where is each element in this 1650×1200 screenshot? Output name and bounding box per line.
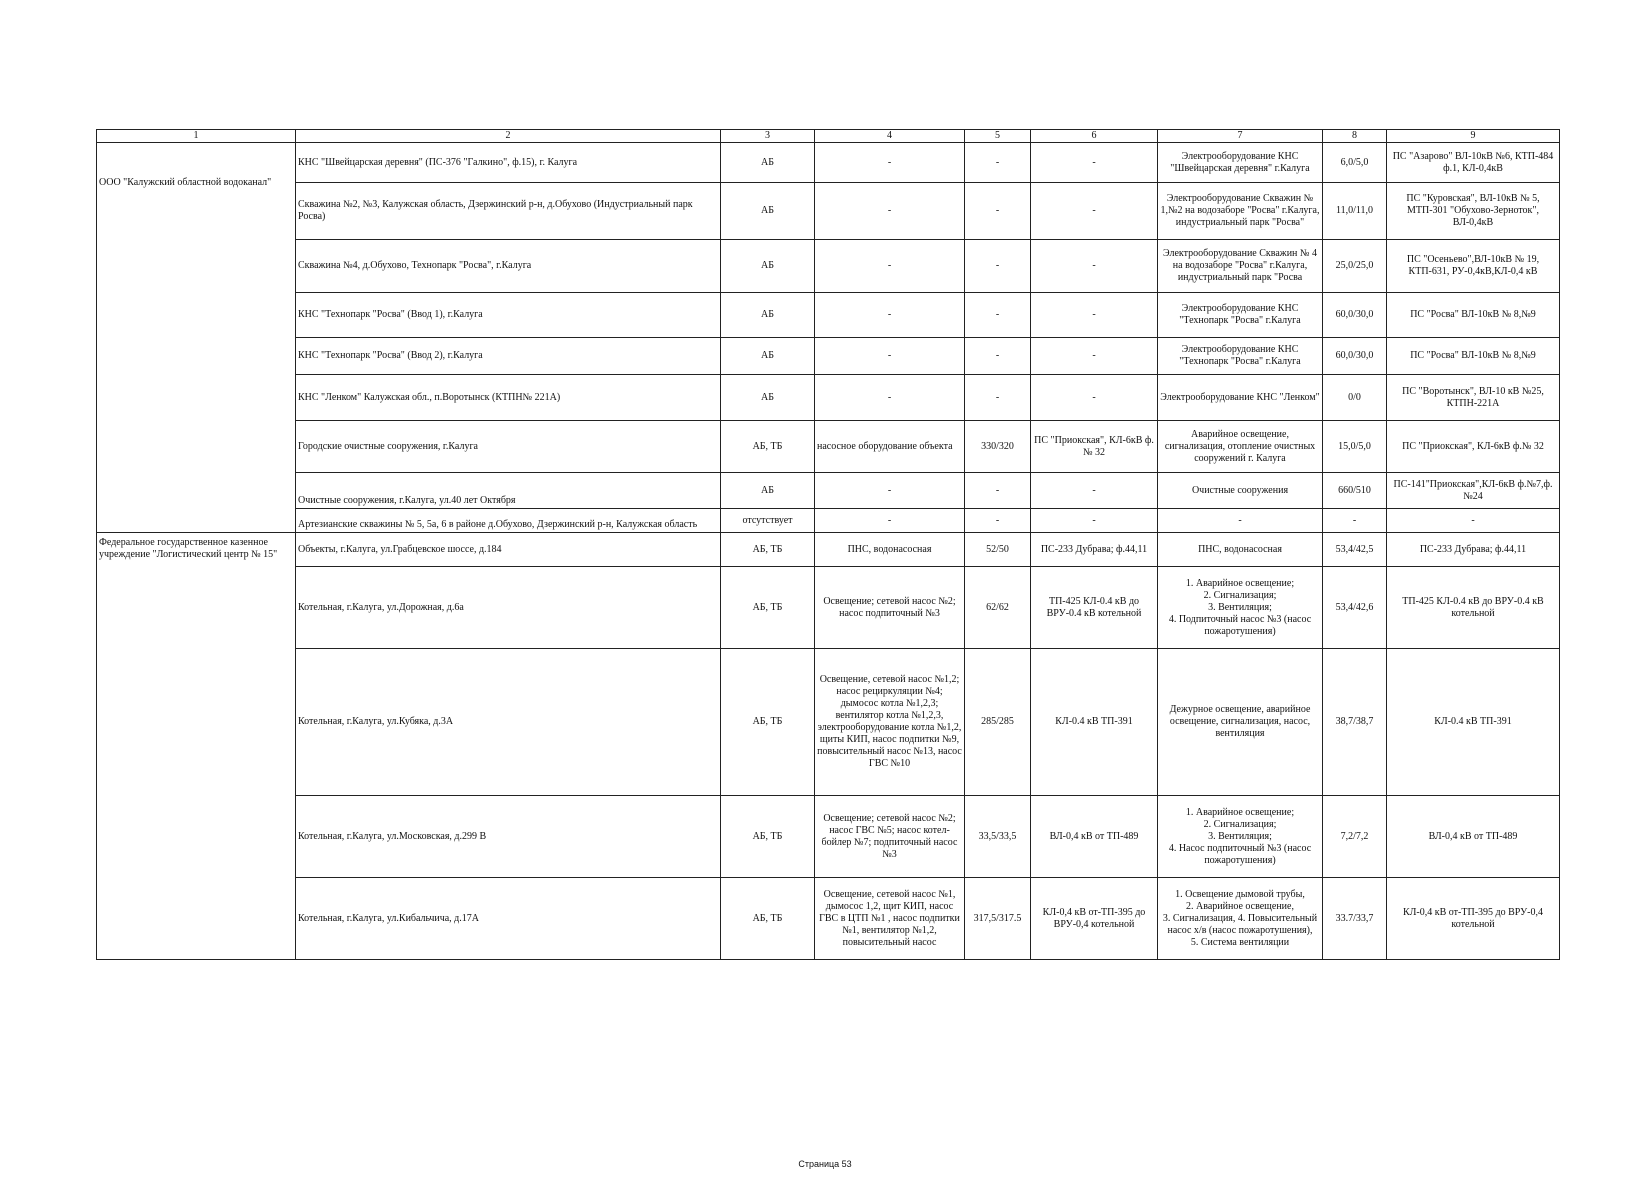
table-row bbox=[97, 375, 1560, 421]
table-cell: 11,0/11,0 bbox=[1323, 183, 1387, 240]
table-row bbox=[97, 509, 1560, 533]
header-cell: 8 bbox=[1323, 130, 1387, 143]
table-cell: АБ bbox=[721, 473, 815, 509]
table-cell: - bbox=[965, 293, 1031, 338]
object-cell: Котельная, г.Калуга, ул.Кибальчича, д.17А bbox=[296, 878, 721, 960]
table-cell: - bbox=[815, 375, 965, 421]
table-cell: Освещение; сетевой насос №2; насос подпиточный №3 bbox=[815, 567, 965, 649]
table-cell: АБ, ТБ bbox=[721, 567, 815, 649]
table-cell: 1. Освещение дымовой трубы, 2. Аварийное освещение, 3. Сигнализация, 4. Повысительный насос х/в (насос пожаротушения), 5. Система вентиляции bbox=[1158, 878, 1323, 960]
object-cell: КНС "Технопарк "Росва" (Ввод 2), г.Калуга bbox=[296, 338, 721, 375]
table-cell: АБ bbox=[721, 143, 815, 183]
table-cell: 1. Аварийное освещение; 2. Сигнализация; 3. Вентиляция; 4. Насос подпиточный №3 (насос пожаротушения) bbox=[1158, 796, 1323, 878]
table-cell: АБ, ТБ bbox=[721, 649, 815, 796]
object-cell: КНС "Технопарк "Росва" (Ввод 1), г.Калуга bbox=[296, 293, 721, 338]
column-number-row bbox=[97, 130, 1560, 143]
table-row bbox=[97, 183, 1560, 240]
table-cell: ТП-425 КЛ-0.4 кВ до ВРУ-0.4 кВ котельной bbox=[1031, 567, 1158, 649]
table-cell: 317,5/317.5 bbox=[965, 878, 1031, 960]
table-cell: Освещение, сетевой насос №1,2; насос рециркуляции №4; дымосос котла №1,2,3; вентилятор котла №1,2,3, электрооборудование котла №1,2, щиты КИП, насос подпитки №9, повысительный насос №13, насос ГВС №10 bbox=[815, 649, 965, 796]
table-cell: ПНС, водонасосная bbox=[1158, 533, 1323, 567]
table-row bbox=[97, 567, 1560, 649]
table-cell: 62/62 bbox=[965, 567, 1031, 649]
table-cell: АБ bbox=[721, 183, 815, 240]
table-cell: ТП-425 КЛ-0.4 кВ до ВРУ-0.4 кВ котельной bbox=[1387, 567, 1560, 649]
table-cell: - bbox=[1387, 509, 1560, 533]
table-cell: ПС "Росва" ВЛ-10кВ № 8,№9 bbox=[1387, 293, 1560, 338]
header-cell: 9 bbox=[1387, 130, 1560, 143]
table-cell: Электрооборудование Скважин № 1,№2 на водозаборе "Росва" г.Калуга, индустриальный парк "Росва" bbox=[1158, 183, 1323, 240]
table-cell: 60,0/30,0 bbox=[1323, 338, 1387, 375]
table-cell: - bbox=[815, 293, 965, 338]
object-cell: Скважина №2, №3, Калужская область, Дзержинский р-н, д.Обухово (Индустриальный парк Росва) bbox=[296, 183, 721, 240]
table-cell: Освещение, сетевой насос №1, дымосос 1,2, щит КИП, насос ГВС в ЦТП №1 , насос подпитки №1, вентилятор №1,2, повысительный насос bbox=[815, 878, 965, 960]
table-cell: Аварийное освещение, сигнализация, отопление очистных сооружений г. Калуга bbox=[1158, 421, 1323, 473]
table-cell: КЛ-0.4 кВ ТП-391 bbox=[1031, 649, 1158, 796]
object-cell: Городские очистные сооружения, г.Калуга bbox=[296, 421, 721, 473]
table-cell: - bbox=[1031, 375, 1158, 421]
table-row bbox=[97, 338, 1560, 375]
table-cell: - bbox=[1031, 338, 1158, 375]
table-cell: - bbox=[1031, 473, 1158, 509]
table-cell: - bbox=[965, 183, 1031, 240]
table-cell: КЛ-0,4 кВ от-ТП-395 до ВРУ-0,4 котельной bbox=[1031, 878, 1158, 960]
table-row bbox=[97, 143, 1560, 183]
table-cell: - bbox=[1031, 183, 1158, 240]
header-cell: 1 bbox=[97, 130, 296, 143]
table-cell: ПС "Осеньево",ВЛ-10кВ № 19, КТП-631, РУ-0,4кВ,КЛ-0,4 кВ bbox=[1387, 240, 1560, 293]
object-cell: Скважина №4, д.Обухово, Технопарк "Росва", г.Калуга bbox=[296, 240, 721, 293]
table-cell: АБ, ТБ bbox=[721, 796, 815, 878]
table-cell: Электрооборудование Скважин № 4 на водозаборе "Росва" г.Калуга, индустриальный парк "Росва bbox=[1158, 240, 1323, 293]
table-cell: - bbox=[1323, 509, 1387, 533]
table-cell: АБ bbox=[721, 293, 815, 338]
table-cell: 33.7/33,7 bbox=[1323, 878, 1387, 960]
table-cell: ПС "Приокская", КЛ-6кВ ф.№ 32 bbox=[1031, 421, 1158, 473]
table-cell: АБ, ТБ bbox=[721, 878, 815, 960]
table-cell: - bbox=[815, 183, 965, 240]
object-cell: Артезианские скважины № 5, 5а, 6 в районе д.Обухово, Дзержинский р-н, Калужская область bbox=[296, 509, 721, 533]
table-cell: - bbox=[965, 143, 1031, 183]
table-cell: - bbox=[965, 338, 1031, 375]
register-sheet bbox=[96, 129, 1559, 960]
table-cell: - bbox=[965, 375, 1031, 421]
table-cell: 33,5/33,5 bbox=[965, 796, 1031, 878]
table-cell: 0/0 bbox=[1323, 375, 1387, 421]
table-cell: Электрооборудование КНС "Технопарк "Росва" г.Калуга bbox=[1158, 293, 1323, 338]
object-cell: Очистные сооружения, г.Калуга, ул.40 лет Октября bbox=[296, 473, 721, 509]
header-cell: 3 bbox=[721, 130, 815, 143]
table-cell: АБ bbox=[721, 375, 815, 421]
table-cell: АБ bbox=[721, 240, 815, 293]
table-cell: - bbox=[1031, 509, 1158, 533]
table-cell: 60,0/30,0 bbox=[1323, 293, 1387, 338]
object-cell: Объекты, г.Калуга, ул.Грабцевское шоссе, д.184 bbox=[296, 533, 721, 567]
table-cell: - bbox=[1158, 509, 1323, 533]
table-cell: ВЛ-0,4 кВ от ТП-489 bbox=[1387, 796, 1560, 878]
table-cell: ПС "Воротынск", ВЛ-10 кВ №25, КТПН-221А bbox=[1387, 375, 1560, 421]
table-cell: ПС "Азарово" ВЛ-10кВ №6, КТП-484 ф.1, КЛ-0,4кВ bbox=[1387, 143, 1560, 183]
object-cell: Котельная, г.Калуга, ул.Кубяка, д.3А bbox=[296, 649, 721, 796]
table-cell: ПС-233 Дубрава; ф.44,11 bbox=[1387, 533, 1560, 567]
table-row bbox=[97, 473, 1560, 509]
table-cell: 7,2/7,2 bbox=[1323, 796, 1387, 878]
table-cell: 285/285 bbox=[965, 649, 1031, 796]
table-row bbox=[97, 533, 1560, 567]
table-cell: - bbox=[815, 240, 965, 293]
table-row bbox=[97, 293, 1560, 338]
header-cell: 7 bbox=[1158, 130, 1323, 143]
power-supply-table bbox=[96, 129, 1560, 960]
header-cell: 5 bbox=[965, 130, 1031, 143]
table-cell: Электрооборудование КНС "Швейцарская деревня" г.Калуга bbox=[1158, 143, 1323, 183]
table-cell: АБ, ТБ bbox=[721, 533, 815, 567]
table-cell: 38,7/38,7 bbox=[1323, 649, 1387, 796]
table-cell: 53,4/42,5 bbox=[1323, 533, 1387, 567]
table-cell: отсутствует bbox=[721, 509, 815, 533]
header-cell: 2 bbox=[296, 130, 721, 143]
table-cell: 6,0/5,0 bbox=[1323, 143, 1387, 183]
table-cell: - bbox=[815, 509, 965, 533]
table-cell: Электрооборудование КНС "Ленком" bbox=[1158, 375, 1323, 421]
table-cell: 52/50 bbox=[965, 533, 1031, 567]
table-cell: АБ, ТБ bbox=[721, 421, 815, 473]
table-cell: - bbox=[965, 473, 1031, 509]
table-cell: ПНС, водонасосная bbox=[815, 533, 965, 567]
table-cell: ПС-233 Дубрава; ф.44,11 bbox=[1031, 533, 1158, 567]
table-cell: ПС "Росва" ВЛ-10кВ № 8,№9 bbox=[1387, 338, 1560, 375]
table-cell: насосное оборудование объекта bbox=[815, 421, 965, 473]
organization-cell: ООО "Калужский областной водоканал" bbox=[97, 143, 296, 533]
table-cell: Дежурное освещение, аварийное освещение, сигнализация, насос, вентиляция bbox=[1158, 649, 1323, 796]
table-cell: АБ bbox=[721, 338, 815, 375]
table-cell: - bbox=[1031, 293, 1158, 338]
object-cell: Котельная, г.Калуга, ул.Дорожная, д.6а bbox=[296, 567, 721, 649]
table-cell: Электрооборудование КНС "Технопарк "Росва" г.Калуга bbox=[1158, 338, 1323, 375]
table-cell: ПС "Приокская", КЛ-6кВ ф.№ 32 bbox=[1387, 421, 1560, 473]
table-cell: 330/320 bbox=[965, 421, 1031, 473]
table-row bbox=[97, 240, 1560, 293]
table-row bbox=[97, 649, 1560, 796]
table-cell: 660/510 bbox=[1323, 473, 1387, 509]
object-cell: КНС "Ленком" Калужская обл., п.Воротынск (КТПН№ 221А) bbox=[296, 375, 721, 421]
table-cell: - bbox=[815, 143, 965, 183]
object-cell: КНС "Швейцарская деревня" (ПС-376 "Галкино", ф.15), г. Калуга bbox=[296, 143, 721, 183]
table-cell: - bbox=[1031, 143, 1158, 183]
table-row bbox=[97, 796, 1560, 878]
table-cell: - bbox=[815, 473, 965, 509]
table-row bbox=[97, 878, 1560, 960]
table-cell: ВЛ-0,4 кВ от ТП-489 bbox=[1031, 796, 1158, 878]
table-cell: 53,4/42,6 bbox=[1323, 567, 1387, 649]
header-cell: 6 bbox=[1031, 130, 1158, 143]
table-row bbox=[97, 421, 1560, 473]
table-cell: - bbox=[1031, 240, 1158, 293]
table-cell: 1. Аварийное освещение; 2. Сигнализация; 3. Вентиляция; 4. Подпиточный насос №3 (насос пожаротушения) bbox=[1158, 567, 1323, 649]
table-cell: КЛ-0,4 кВ от-ТП-395 до ВРУ-0,4 котельной bbox=[1387, 878, 1560, 960]
table-cell: ПС-141"Приокская",КЛ-6кВ ф.№7,ф.№24 bbox=[1387, 473, 1560, 509]
table-cell: 25,0/25,0 bbox=[1323, 240, 1387, 293]
organization-cell: Федеральное государственное казенное учреждение "Логистический центр № 15" bbox=[97, 533, 296, 960]
table-cell: Освещение; сетевой насос №2; насос ГВС №5; насос котел-бойлер №7; подпиточный насос №3 bbox=[815, 796, 965, 878]
table-cell: - bbox=[815, 338, 965, 375]
table-cell: КЛ-0.4 кВ ТП-391 bbox=[1387, 649, 1560, 796]
table-cell: 15,0/5,0 bbox=[1323, 421, 1387, 473]
page-number: Страница 53 bbox=[798, 1159, 852, 1169]
table-cell: Очистные сооружения bbox=[1158, 473, 1323, 509]
table-cell: ПС "Куровская", ВЛ-10кВ № 5, МТП-301 "Обухово-Зерноток", ВЛ-0,4кВ bbox=[1387, 183, 1560, 240]
object-cell: Котельная, г.Калуга, ул.Московская, д.299 В bbox=[296, 796, 721, 878]
table-cell: - bbox=[965, 509, 1031, 533]
table-cell: - bbox=[965, 240, 1031, 293]
header-cell: 4 bbox=[815, 130, 965, 143]
